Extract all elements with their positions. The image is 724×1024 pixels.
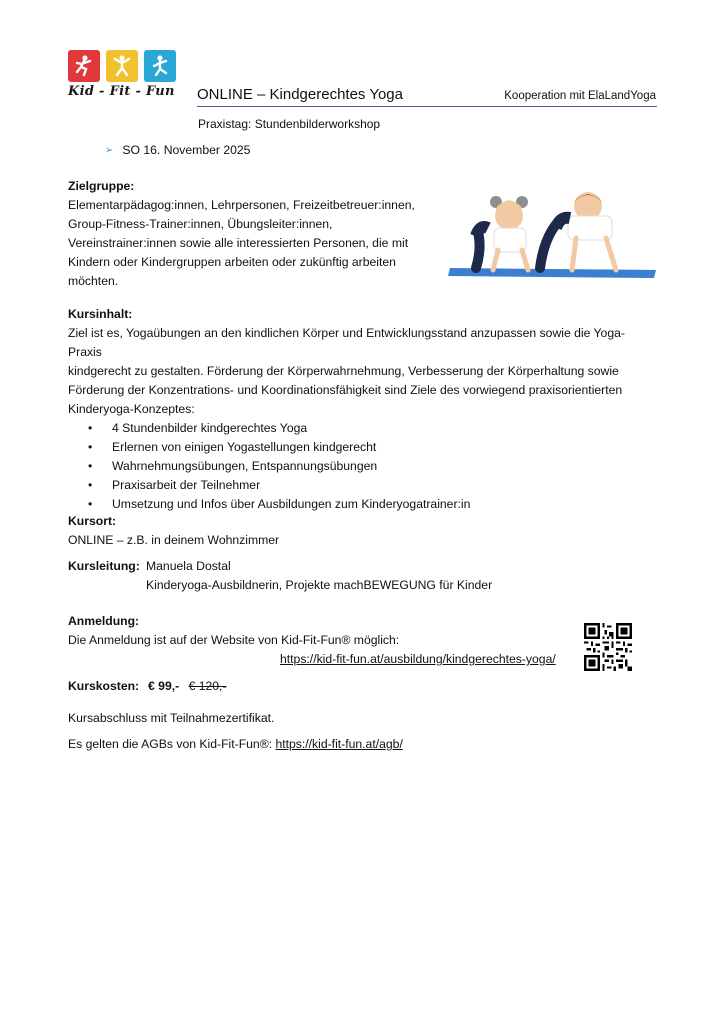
certificate-note: Kursabschluss mit Teilnahmezertifikat. (68, 711, 275, 725)
logo-text: Kid - Fit - Fun (68, 84, 175, 99)
instructor-name: Manuela Dostal (146, 559, 231, 573)
heading-kursleitung: Kursleitung: (68, 559, 140, 573)
registration-link[interactable]: https://kid-fit-fun.at/ausbildung/kindgerechtes-yoga/ (280, 652, 556, 666)
cooperation-note: Kooperation mit ElaLandYoga (504, 90, 656, 102)
section-kurskosten (68, 677, 658, 696)
agb-link[interactable]: https://kid-fit-fun.at/agb/ (275, 737, 403, 751)
section-kursinhalt (68, 305, 658, 514)
heading-zielgruppe: Zielgruppe: (68, 179, 135, 193)
list-item: • 4 Stundenbilder kindgerechtes Yoga (68, 419, 658, 438)
date-list-item (105, 143, 250, 157)
list-item: • Erlernen von einigen Yogastellungen kindgerecht (68, 438, 658, 457)
qr-code[interactable] (584, 623, 632, 671)
kursinhalt-bullet-list (68, 419, 658, 514)
heading-kursinhalt: Kursinhalt: (68, 307, 133, 321)
list-item: • Wahrnehmungsübungen, Entspannungsübungen (68, 457, 658, 476)
document-title: ONLINE – Kindgerechtes Yoga (197, 86, 403, 103)
course-date: SO 16. November 2025 (122, 143, 251, 157)
document-subtitle: Praxistag: Stundenbilderworkshop (198, 117, 381, 131)
old-course-price: € 120,- (188, 679, 227, 693)
children-yoga-photo (448, 188, 658, 284)
agb-note (68, 735, 658, 754)
zielgruppe-line: Elementarpädagog:innen, Lehrpersonen, Freizeitbetreuer:innen, (68, 198, 415, 212)
arrow-bullet-icon: ➢ (105, 144, 114, 156)
zielgruppe-line: möchten. (68, 274, 119, 288)
zielgruppe-line: Group-Fitness-Trainer:innen, Übungsleiter:innen, (68, 217, 333, 231)
heading-kurskosten: Kurskosten: (68, 679, 140, 693)
instructor-role: Kinderyoga-Ausbildnerin, Projekte machBEWEGUNG für Kinder (146, 578, 493, 592)
jumping-figure-icon (106, 50, 138, 82)
agb-text: Es gelten die AGBs von Kid-Fit-Fun®: (68, 737, 273, 751)
runner-icon (68, 50, 100, 82)
kursinhalt-line: kindgerecht zu gestalten. Förderung der Körperwahrnehmung, Verbesserung der Körperhaltung sowie (68, 364, 619, 378)
section-kursleitung (68, 557, 658, 595)
section-anmeldung (68, 612, 658, 669)
header-divider (197, 106, 657, 107)
kursinhalt-line: Förderung der Konzentrations- und Koordinationsfähigkeit sind Ziele des vorwiegend praxisorientierten (68, 383, 623, 397)
zielgruppe-line: Kindern oder Kindergruppen arbeiten oder zukünftig arbeiten (68, 255, 396, 269)
stretching-figure-icon (144, 50, 176, 82)
anmeldung-text: Die Anmeldung ist auf der Website von Kid-Fit-Fun® möglich: (68, 633, 400, 647)
course-price: € 99,- (148, 679, 180, 693)
kursort-text: ONLINE – z.B. in deinem Wohnzimmer (68, 533, 280, 547)
list-item: • Umsetzung und Infos über Ausbildungen zum Kinderyogatrainer:in (68, 495, 658, 514)
kid-fit-fun-logo (68, 50, 178, 102)
heading-anmeldung: Anmeldung: (68, 614, 140, 628)
section-zielgruppe (68, 177, 438, 291)
kursinhalt-line: Kinderyoga-Konzeptes: (68, 402, 195, 416)
section-kursort (68, 512, 658, 550)
heading-kursort: Kursort: (68, 514, 117, 528)
list-item: • Praxisarbeit der Teilnehmer (68, 476, 658, 495)
kursinhalt-line: Ziel ist es, Yogaübungen an den kindlichen Körper und Entwicklungsstand anzupassen sowie die Yoga-Praxis (68, 326, 625, 359)
zielgruppe-line: Vereinstrainer:innen sowie alle interessierten Personen, die mit (68, 236, 409, 250)
